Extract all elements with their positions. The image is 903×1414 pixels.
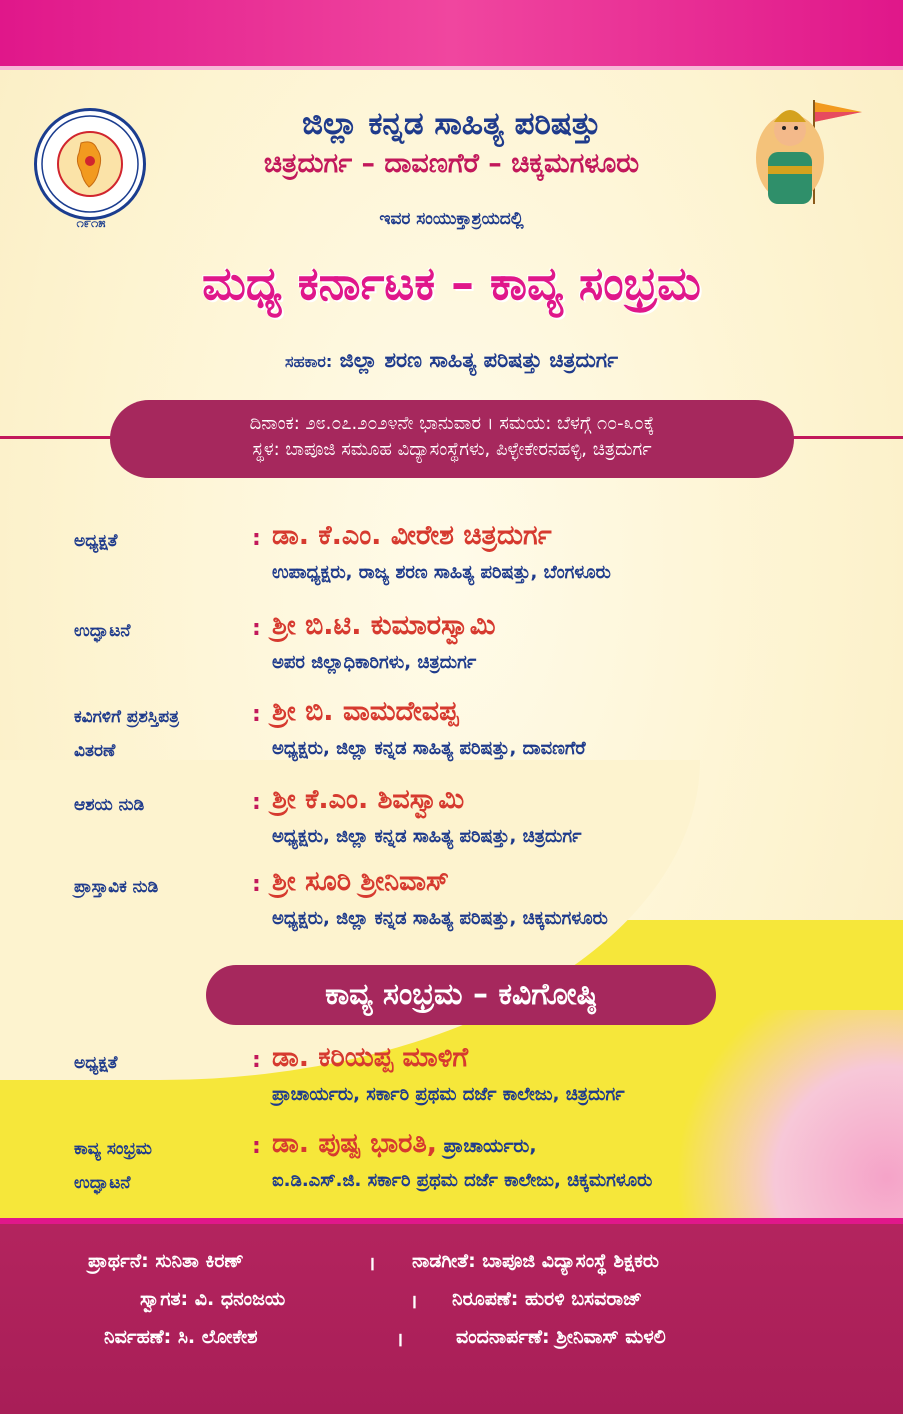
colon: : xyxy=(252,1048,261,1073)
date-time: ದಿನಾಂಕ: ೨೮.೦೭.೨೦೨೪ನೇ ಭಾನುವಾರ । ಸಮಯ: ಬೆಳಗ್ಗೆ ೧೦-೩೦ಕ್ಕೆ xyxy=(249,413,655,434)
role-label-line1: ಕವಿಗಳಿಗೆ ಪ್ರಶಸ್ತಿಪತ್ರ xyxy=(74,707,179,727)
role-label: ಅಧ್ಯಕ್ಷತೆ xyxy=(74,531,118,551)
colon: : xyxy=(252,526,261,551)
role-label: ಪ್ರಾಸ್ತಾವಿಕ ನುಡಿ xyxy=(74,877,159,897)
role-label xyxy=(74,704,254,764)
person-name: ಶ್ರೀ ಬಿ.ಟಿ. ಕುಮಾರಸ್ವಾಮಿ xyxy=(272,610,496,641)
colon: : xyxy=(252,790,261,815)
colon: : xyxy=(252,616,261,641)
credit-separator: । xyxy=(396,1329,404,1351)
colon: : xyxy=(252,1134,261,1159)
role-label: ಅಧ್ಯಕ್ಷತೆ xyxy=(74,1053,118,1073)
event-title: ಮಧ್ಯ ಕರ್ನಾಟಕ – ಕಾವ್ಯ ಸಂಭ್ರಮ xyxy=(202,256,701,310)
credit-left: ಸ್ವಾಗತ: ವಿ. ಧನಂಜಯ xyxy=(140,1288,286,1310)
person-name: ಶ್ರೀ ಕೆ.ಎಂ. ಶಿವಸ್ವಾಮಿ xyxy=(272,784,465,815)
venue: ಸ್ಥಳ: ಬಾಪೂಜಿ ಸಮೂಹ ವಿದ್ಯಾಸಂಸ್ಥೆಗಳು, ಪಿಳ್ಳೇಕೇರನಹಳ್ಳಿ, ಚಿತ್ರದುರ್ಗ xyxy=(252,439,652,460)
top-magenta-band xyxy=(0,0,903,66)
logo-year: ೧೯೧೫ xyxy=(76,216,106,231)
person-title-suffix: ಪ್ರಾಚಾರ್ಯರು, xyxy=(437,1135,537,1157)
person-name: ಡಾ. ಕರಿಯಪ್ಪ ಮಾಳಿಗೆ xyxy=(272,1042,469,1073)
role-label: ಆಶಯ ನುಡಿ xyxy=(74,795,145,815)
person-name: ಡಾ. ಪುಷ್ಪ ಭಾರತಿ, xyxy=(272,1128,438,1159)
credit-right: ನಿರೂಪಣೆ: ಹುರಳಿ ಬಸವರಾಜ್ xyxy=(452,1288,643,1310)
colon: : xyxy=(252,872,261,897)
person-name: ಡಾ. ಕೆ.ಎಂ. ವೀರೇಶ ಚಿತ್ರದುರ್ಗ xyxy=(272,520,552,551)
role-label-line2: ವಿತರಣೆ xyxy=(74,741,116,761)
role-label xyxy=(74,1136,254,1196)
schedule-banner xyxy=(110,400,794,478)
person-name: ಶ್ರೀ ಸೂರಿ ಶ್ರೀನಿವಾಸ್ xyxy=(272,866,450,897)
person-name-line xyxy=(272,1128,537,1160)
person-designation: ಐ.ಡಿ.ಎಸ್.ಜಿ. ಸರ್ಕಾರಿ ಪ್ರಥಮ ದರ್ಜೆ ಕಾಲೇಜು, ಚಿಕ್ಕಮಗಳೂರು xyxy=(272,1170,653,1191)
person-designation: ಅಪರ ಜಿಲ್ಲಾಧಿಕಾರಿಗಳು, ಚಿತ್ರದುರ್ಗ xyxy=(272,652,477,673)
credit-left: ನಿರ್ವಹಣೆ: ಸಿ. ಲೋಕೇಶ xyxy=(104,1326,258,1348)
role-label: ಉದ್ಘಾಟನೆ xyxy=(74,621,131,641)
support-label: ಸಹಕಾರ: xyxy=(284,352,333,371)
support-org: ಜಿಲ್ಲಾ ಶರಣ ಸಾಹಿತ್ಯ ಪರಿಷತ್ತು ಚಿತ್ರದುರ್ಗ xyxy=(339,348,619,372)
person-designation: ಉಪಾಧ್ಯಕ್ಷರು, ರಾಜ್ಯ ಶರಣ ಸಾಹಿತ್ಯ ಪರಿಷತ್ತು, ಬೆಂಗಳೂರು xyxy=(272,562,611,583)
divider-left xyxy=(0,436,112,439)
divider-right xyxy=(792,436,903,439)
joint-auspices-text: ಇವರ ಸಂಯುಕ್ತಾಶ್ರಯದಲ್ಲಿ xyxy=(379,209,524,229)
person-designation: ಅಧ್ಯಕ್ಷರು, ಜಿಲ್ಲಾ ಕನ್ನಡ ಸಾಹಿತ್ಯ ಪರಿಷತ್ತು, ಚಿಕ್ಕಮಗಳೂರು xyxy=(272,908,608,929)
org-title: ಜಿಲ್ಲಾ ಕನ್ನಡ ಸಾಹಿತ್ಯ ಪರಿಷತ್ತು xyxy=(302,106,601,142)
credit-right: ನಾಡಗೀತೆ: ಬಾಪೂಜಿ ವಿದ್ಯಾಸಂಸ್ಥೆ ಶಿಕ್ಷಕರು xyxy=(412,1250,659,1272)
role-label-line1: ಕಾವ್ಯ ಸಂಭ್ರಮ xyxy=(74,1139,152,1159)
person-designation: ಅಧ್ಯಕ್ಷರು, ಜಿಲ್ಲಾ ಕನ್ನಡ ಸಾಹಿತ್ಯ ಪರಿಷತ್ತು, ದಾವಣಗೆರೆ xyxy=(272,738,586,759)
credit-separator: । xyxy=(410,1291,418,1313)
person-name: ಶ್ರೀ ಬಿ. ವಾಮದೇವಪ್ಪ xyxy=(272,696,459,727)
kavigoshti-banner: ಕಾವ್ಯ ಸಂಭ್ರಮ – ಕವಿಗೋಷ್ಠಿ xyxy=(206,965,716,1025)
district-names: ಚಿತ್ರದುರ್ಗ – ದಾವಣಗೆರೆ – ಚಿಕ್ಕಮಗಳೂರು xyxy=(263,148,640,179)
credit-row xyxy=(0,1250,903,1284)
credit-separator: । xyxy=(368,1253,376,1275)
credit-row xyxy=(0,1326,903,1360)
role-label-line2: ಉದ್ಘಾಟನೆ xyxy=(74,1173,131,1193)
person-designation: ಅಧ್ಯಕ್ಷರು, ಜಿಲ್ಲಾ ಕನ್ನಡ ಸಾಹಿತ್ಯ ಪರಿಷತ್ತು, ಚಿತ್ರದುರ್ಗ xyxy=(272,826,582,847)
person-designation: ಪ್ರಾಚಾರ್ಯರು, ಸರ್ಕಾರಿ ಪ್ರಥಮ ದರ್ಜೆ ಕಾಲೇಜು, ಚಿತ್ರದುರ್ಗ xyxy=(272,1084,625,1105)
credit-left: ಪ್ರಾರ್ಥನೆ: ಸುನಿತಾ ಕಿರಣ್ xyxy=(88,1250,244,1272)
support-line xyxy=(0,348,903,373)
credit-right: ವಂದನಾರ್ಪಣೆ: ಶ್ರೀನಿವಾಸ್ ಮಳಲಿ xyxy=(456,1326,666,1348)
credit-row xyxy=(0,1288,903,1322)
colon: : xyxy=(252,702,261,727)
